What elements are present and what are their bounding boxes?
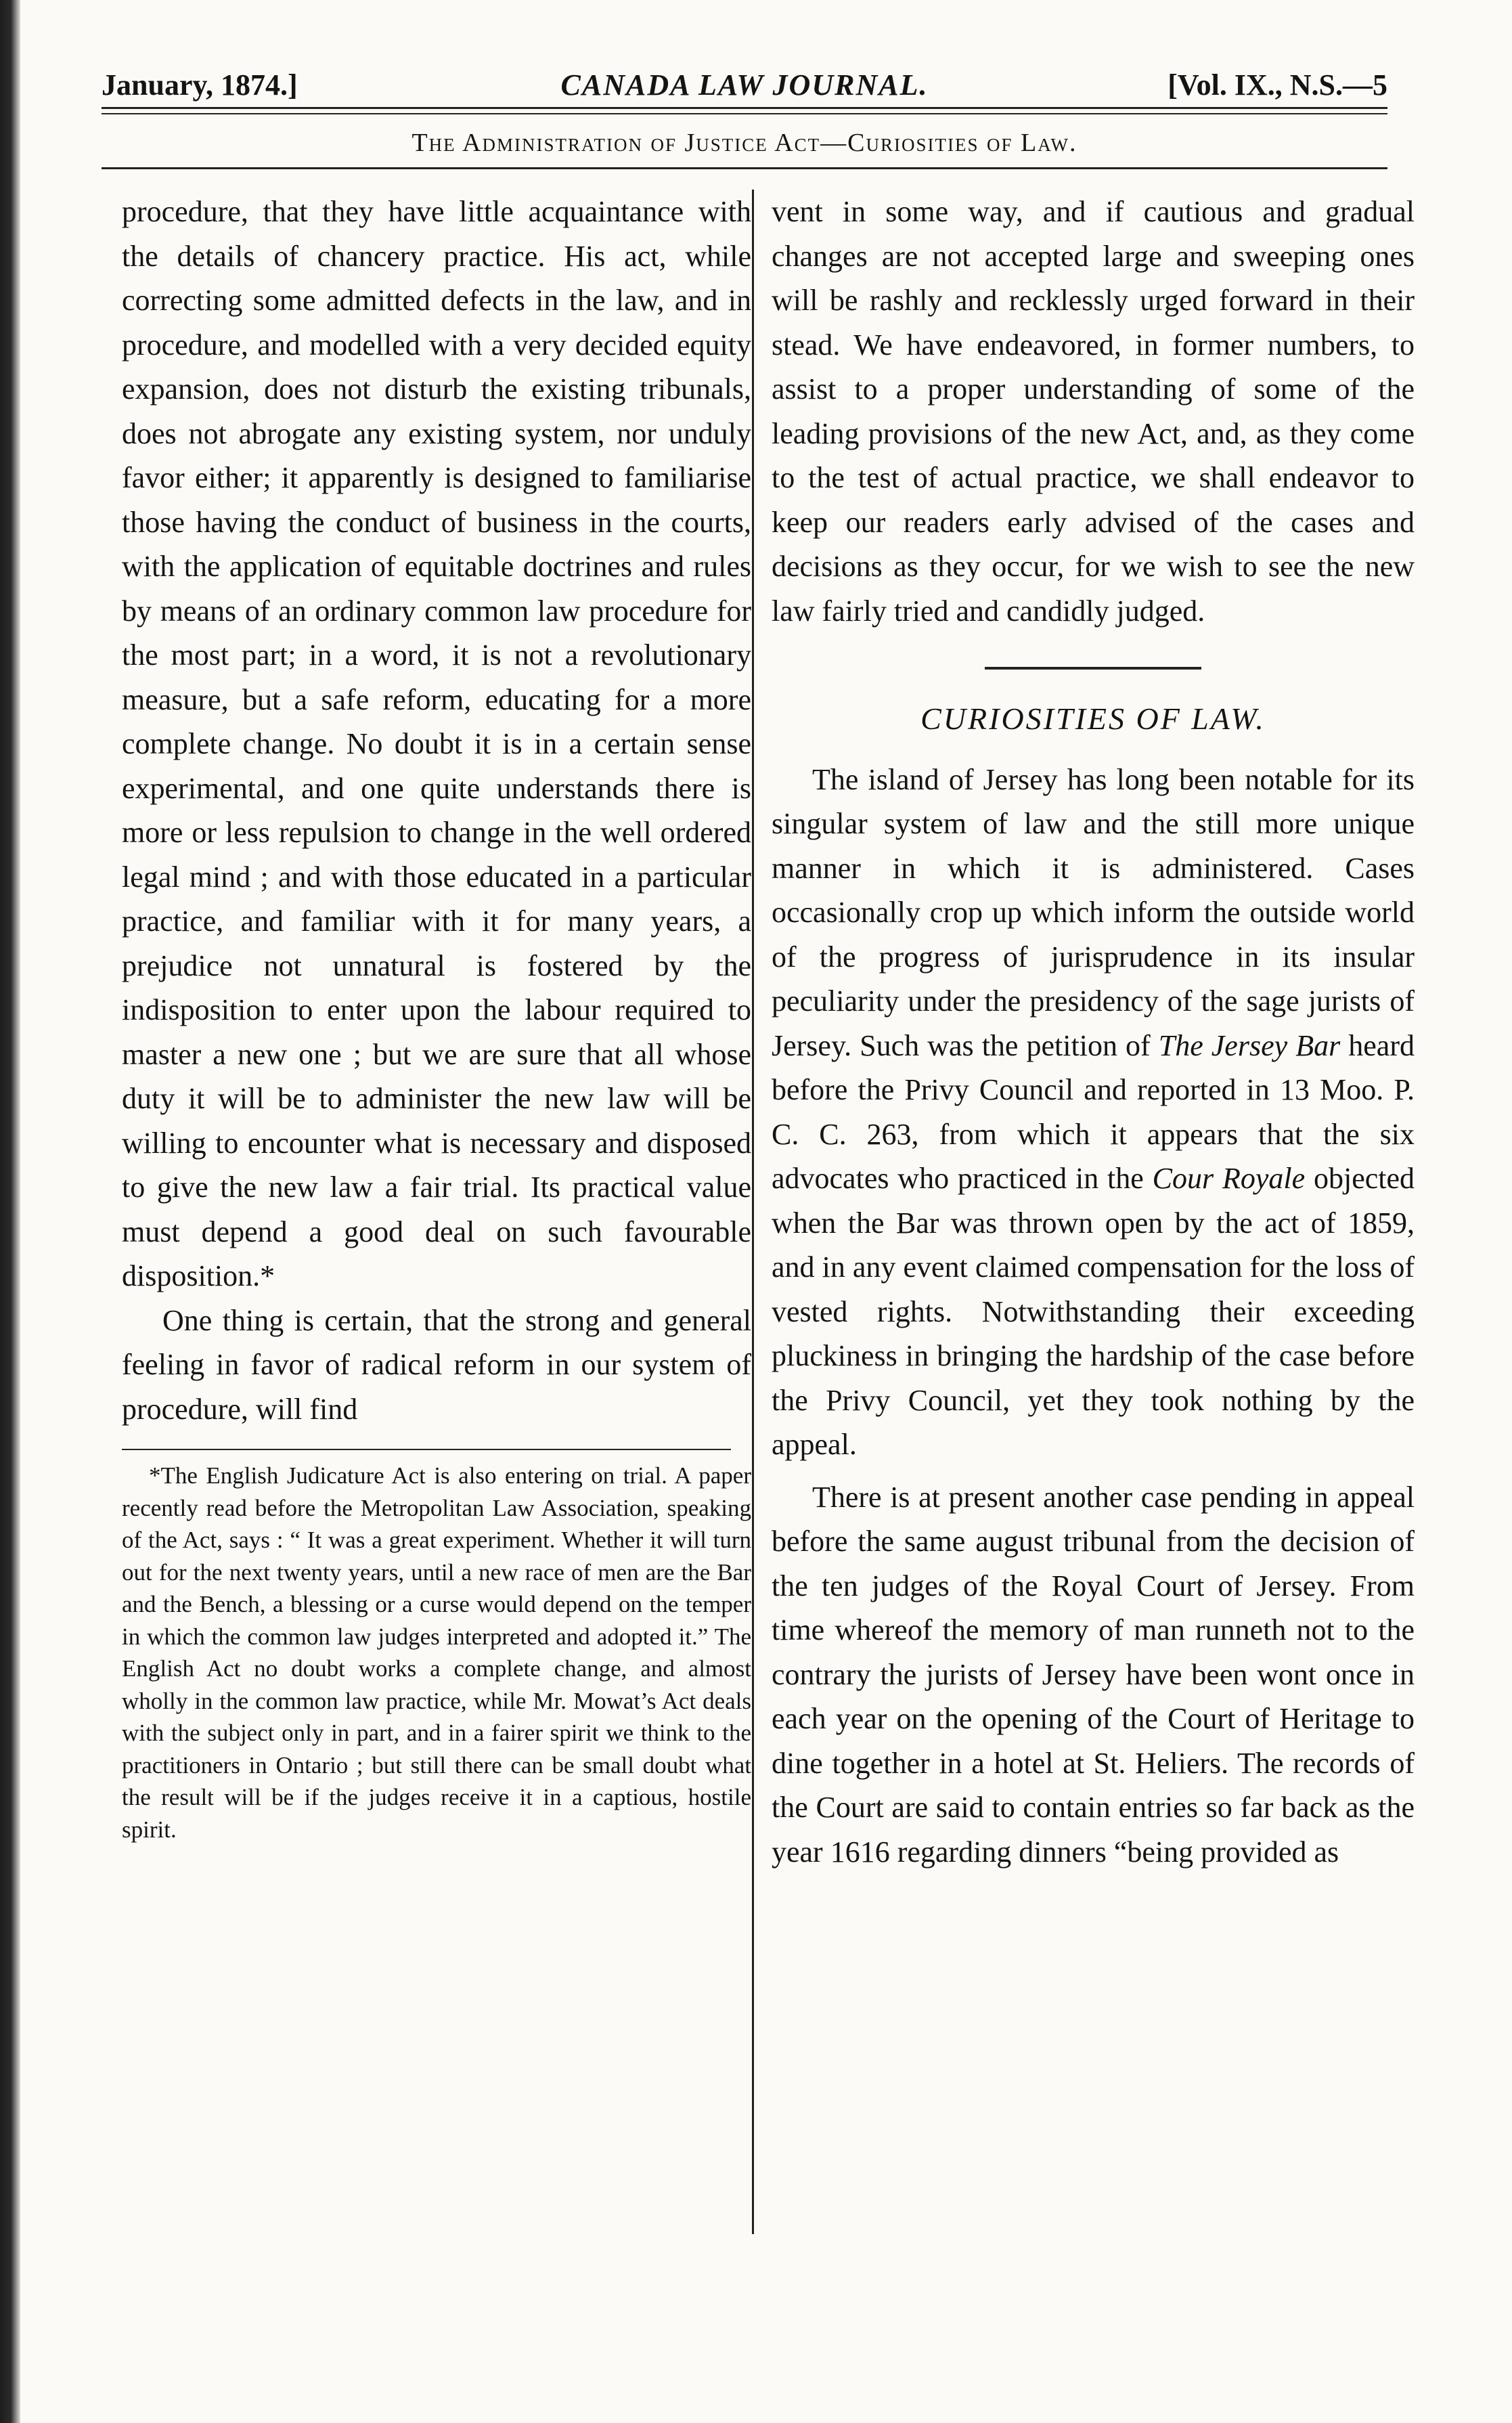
right-column	[772, 190, 1415, 1874]
footnote-rule	[122, 1449, 731, 1450]
binding-edge	[0, 0, 20, 2423]
jersey-text-c: objected when the Bar was thrown open by the act of 1859, and in any event claimed compensation for the loss of vested rights. Notwithstanding their exceeding pluckiness in bringing the hardship of the case before the Privy Council, yet they took nothing by the appeal.	[772, 1162, 1415, 1461]
header-double-rule	[102, 107, 1387, 114]
paragraph-jersey	[772, 758, 1415, 1467]
paragraph-one-thing: One thing is certain, that the strong and general feeling in favor of radical reform in our system of procedure, will find	[122, 1303, 751, 1426]
journal-page	[102, 47, 1415, 2356]
article-divider	[985, 667, 1201, 670]
jersey-text-a: The island of Jersey has long been notable for its singular system of law and the still more unique manner in which it is administered. Cases occasionally crop up which inform the outside world of the progress of jurisprudence in its insular peculiarity under the presidency of the sage jurists of Jersey. Such was the petition of	[772, 762, 1415, 1062]
article-heading: CURIOSITIES OF LAW.	[920, 701, 1266, 736]
section-title: The Administration of Justice Act—Curiosities of Law.	[412, 129, 1077, 157]
paragraph-gap	[772, 1467, 1415, 1475]
paragraph-pending-case: There is at present another case pending in appeal before the same august tribunal from the decision of the ten judges of the Royal Court of Jersey. From time whereof the memory of man runneth not to the contrary the jurists of Jersey have been wont once in each year on the opening of the Court of Heritage to dine together in a hotel at St. Heliers. The records of the Court are said to contain entries so far back as the year 1616 regarding dinners “being provided as	[772, 1480, 1415, 1869]
case-name-jersey-bar: The Jersey Bar	[1158, 1028, 1341, 1062]
paragraph-procedure: procedure, that they have little acquaintance with the details of chancery practice. His act, while correcting some admitted defects in the law, and in procedure, and modelled with a very decided equity expansion, does not disturb the existing tribunals, does not abrogate any existing system, nor unduly favor either; it apparently is designed to familiarise those having the conduct of business in the courts, with the application of equitable doctrines and rules by means of an ordinary common law procedure for the most part; in a word, it is not a revolutionary measure, but a safe reform, educating for a more complete change. No doubt it is in a certain sense experimental, and one quite understands there is more or less repulsion to change in the well ordered legal mind ; and with those educated in a particular practice, and familiar with it for many years, a prejudice not unnatural is fostered by the indisposition to enter upon the labour required to master a new one ; but we are sure that all whose duty it will be to administer the new law will be willing to encounter what is necessary and disposed to give the new law a fair trial. Its practical value must depend a good deal on such favourable disposition.*	[122, 195, 751, 1292]
issue-date: January, 1874.]	[102, 68, 298, 102]
two-column-body	[102, 190, 1415, 2356]
court-name-cour-royale: Cour Royale	[1152, 1162, 1306, 1195]
left-column	[122, 190, 751, 1846]
jersey-text-b: heard before the Privy Council and reported in 13 Moo. P. C. C. 263, from which it appears that the six advocates who practiced in the	[772, 1028, 1415, 1195]
volume-page: [Vol. IX., N.S.—5	[1168, 68, 1387, 102]
column-separator	[752, 190, 754, 2234]
paragraph-vent: vent in some way, and if cautious and gradual changes are not accepted large and sweeping ones will be rashly and recklessly urged forward in their stead. We have endeavored, in former numbers, to assist to a proper understanding of some of the leading provisions of the new Act, and, as they come to the test of actual practice, we shall endeavor to keep our readers early advised of the cases and decisions as they occur, for we wish to see the new law fairly tried and candidly judged.	[772, 195, 1415, 628]
section-title-rule	[102, 167, 1387, 169]
journal-title: CANADA LAW JOURNAL.	[560, 68, 929, 102]
running-header	[102, 47, 1387, 102]
footnote: *The English Judicature Act is also entering on trial. A paper recently read before the Metropolitan Law Association, speaking of the Act, says : “ It was a great experiment. Whether it will turn out for the next twenty years, until a new race of men are the Bar and the Bench, a blessing or a curse would depend on the temper in which the common law judges interpreted and adopted it.” The English Act no doubt works a complete change, and almost wholly in the common law practice, while Mr. Mowat’s Act deals with the subject only in part, and in a fairer spirit we think to the practitioners in Ontario ; but still there can be small doubt what the result will be if the judges receive it in a captious, hostile spirit.	[122, 1462, 751, 1843]
